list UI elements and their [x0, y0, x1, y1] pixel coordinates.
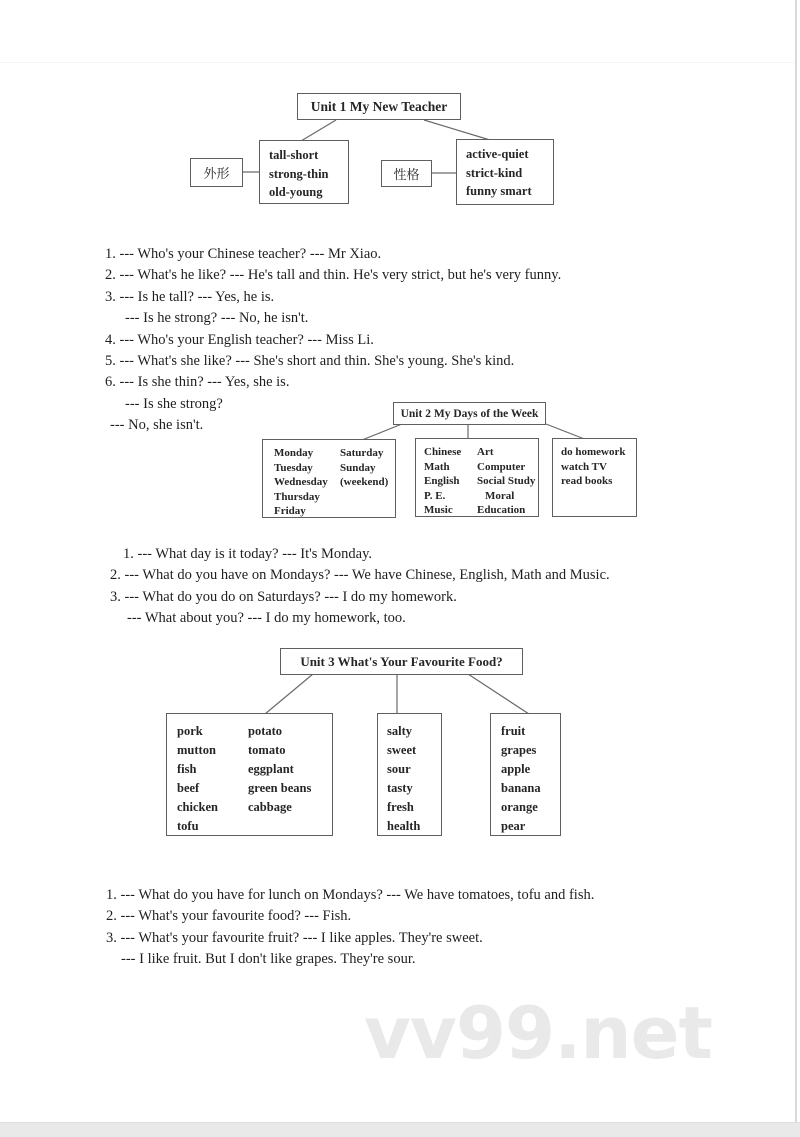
activities-column [561, 445, 625, 489]
word-item: English [424, 475, 460, 487]
word-item: Saturday [340, 447, 384, 459]
word-item: (weekend) [340, 476, 389, 488]
word-item: strict-kind [466, 165, 523, 180]
word-item: P. E. [424, 489, 446, 502]
unit1-title-box [297, 93, 461, 120]
word-item: old-young [269, 185, 323, 199]
unit3-food-box [166, 713, 333, 836]
word-item: sweet [387, 743, 417, 757]
dialogue-line: 1. --- What do you have for lunch on Mondays? --- We have tomatoes, tofu and fish. [106, 887, 595, 903]
dialogue-line: --- I like fruit. But I don't like grapes. They're sour. [121, 951, 416, 968]
word-item: Chinese [424, 446, 462, 458]
word-item: Education [477, 504, 526, 516]
taste-column [387, 722, 420, 836]
unit2-subjects-box [415, 438, 539, 517]
word-item: chicken [177, 800, 218, 814]
word-item: watch TV [561, 460, 607, 473]
word-item: Thursday [274, 490, 320, 503]
word-item: strong-thin [269, 166, 329, 181]
dialogue-line: 1. --- Who's your Chinese teacher? --- Mr Xiao. [105, 246, 382, 262]
word-item: fish [177, 762, 197, 776]
word-item: pork [177, 724, 203, 738]
word-item: salty [387, 724, 412, 738]
word-item: Math [424, 460, 450, 473]
subjects-column-2 [477, 445, 535, 518]
unit2-days-box [262, 439, 396, 518]
unit2-title: Unit 2 My Days of the Week [400, 407, 539, 420]
word-item: cabbage [248, 800, 292, 814]
days-column-2 [340, 446, 388, 490]
word-item: Sunday [340, 461, 376, 474]
word-item: mutton [177, 743, 216, 757]
unit2-activities-box [552, 438, 637, 517]
unit2-title-box [393, 402, 546, 425]
word-item: Monday [274, 447, 314, 459]
dialogue-line: --- No, she isn't. [110, 417, 204, 434]
word-item: beef [177, 781, 200, 795]
word-item: Moral [485, 489, 515, 502]
fruit-column [501, 722, 541, 836]
unit1-appearance-box [259, 140, 349, 204]
word-item: eggplant [248, 762, 294, 776]
word-item: funny smart [466, 184, 532, 198]
word-item: Wednesday [274, 476, 328, 488]
unit3-dialogue-list [106, 885, 594, 971]
unit1-appearance-label: 外形 [203, 166, 230, 181]
subjects-column-1 [424, 445, 461, 518]
dialogue-line: 2. --- What's your favourite food? --- Fish. [106, 908, 352, 925]
word-item: potato [248, 724, 283, 738]
dialogue-line: 3. --- What's your favourite fruit? --- I like apples. They're sweet. [106, 929, 483, 946]
word-item: active-quiet [466, 147, 529, 161]
word-item: read books [561, 475, 613, 487]
word-item: tomato [248, 743, 286, 757]
watermark-text: vv99.net [364, 991, 712, 1075]
dialogue-line: --- Is she strong? [125, 395, 223, 412]
dialogue-line: 4. --- Who's your English teacher? --- Miss Li. [105, 331, 374, 348]
dialogue-line: --- Is he strong? --- No, he isn't. [125, 310, 309, 327]
word-item: fruit [501, 724, 526, 738]
dialogue-line: 3. --- Is he tall? --- Yes, he is. [105, 288, 275, 305]
word-item: Computer [477, 460, 526, 473]
dialogue-line: --- What about you? --- I do my homework, too. [127, 610, 406, 627]
word-item: grapes [501, 743, 537, 757]
word-item: do homework [561, 446, 626, 458]
word-item: Tuesday [274, 461, 313, 474]
food-column-1 [177, 722, 218, 836]
unit1-personality-box [456, 139, 554, 205]
food-column-2 [248, 722, 311, 817]
word-item: orange [501, 800, 538, 814]
unit1-personality-label-box [381, 160, 432, 187]
word-item: tofu [177, 819, 199, 833]
dialogue-line: 5. --- What's she like? --- She's short and thin. She's young. She's kind. [105, 353, 515, 370]
dialogue-line: 3. --- What do you do on Saturdays? --- I do my homework. [110, 588, 457, 605]
days-column-1 [274, 446, 328, 519]
unit1-appearance-label-box [190, 158, 243, 187]
dialogue-line: 6. --- Is she thin? --- Yes, she is. [105, 374, 290, 391]
unit1-title: Unit 1 My New Teacher [310, 98, 448, 114]
dialogue-line: 1. --- What day is it today? --- It's Monday. [123, 546, 373, 562]
word-item: sour [387, 762, 411, 776]
word-item: banana [501, 781, 541, 795]
unit1-personality-label: 性格 [393, 167, 420, 182]
word-item: tasty [387, 781, 413, 795]
word-item: green beans [248, 781, 312, 795]
viewer-bottom-band [0, 1122, 800, 1137]
unit3-title-box [280, 648, 523, 675]
unit3-title: Unit 3 What's Your Favourite Food? [300, 653, 503, 669]
word-item: tall-short [269, 148, 319, 162]
word-item: pear [501, 819, 526, 833]
unit3-taste-box [377, 713, 442, 836]
viewer-right-edge [795, 0, 797, 1137]
word-item: Music [424, 504, 453, 516]
dialogue-line: 2. --- What's he like? --- He's tall and thin. He's very strict, but he's very funny. [105, 267, 562, 284]
unit3-fruit-box [490, 713, 561, 836]
dialogue-line: 2. --- What do you have on Mondays? --- We have Chinese, English, Math and Music. [110, 567, 610, 584]
word-item: Social Study [477, 475, 536, 487]
word-item: health [387, 819, 421, 833]
word-item: Art [477, 446, 494, 458]
unit2-dialogue-list [110, 544, 610, 630]
word-item: Friday [274, 505, 306, 517]
word-item: fresh [387, 800, 414, 814]
word-item: apple [501, 762, 531, 776]
